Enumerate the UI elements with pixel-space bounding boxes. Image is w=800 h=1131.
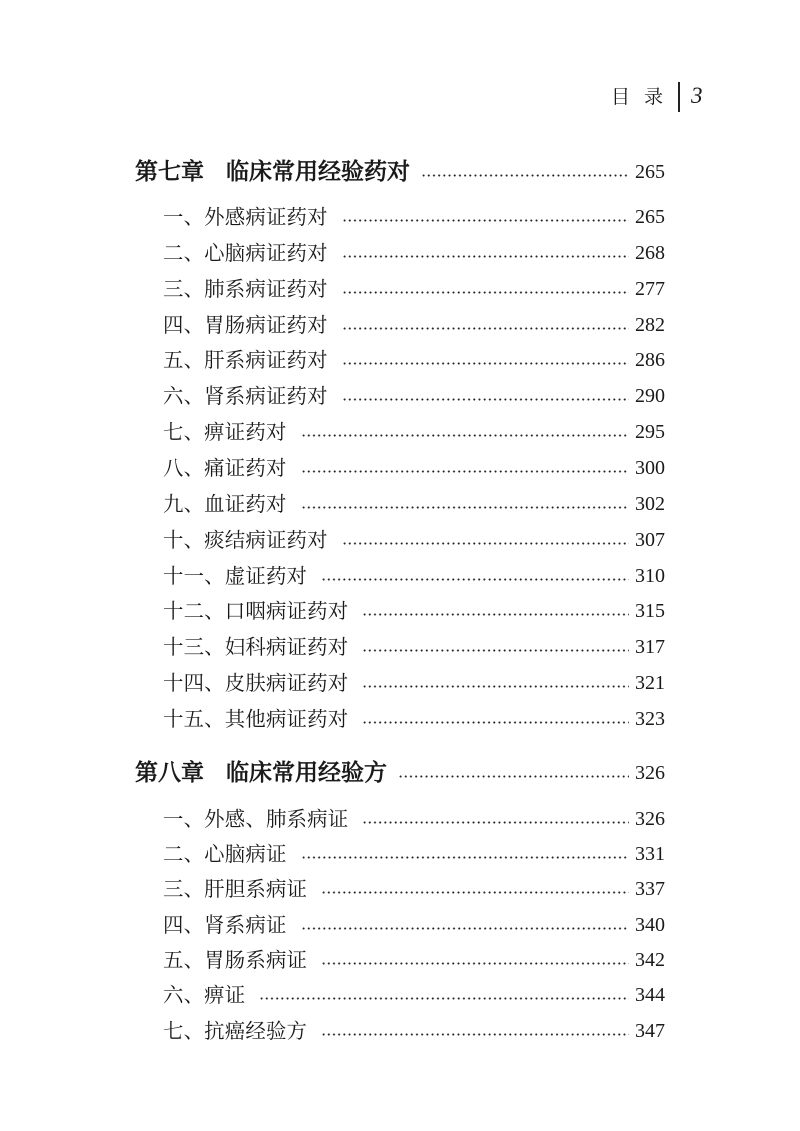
- toc-entry-title: 三、肺系病证药对: [163, 276, 328, 301]
- toc-entry-title: 十四、皮肤病证药对: [163, 671, 349, 696]
- header-divider: [678, 82, 680, 112]
- toc-entry-title: 十、痰结病证药对: [163, 527, 328, 552]
- chapter-heading: [135, 152, 665, 192]
- toc-entry-title: 十一、虚证药对: [163, 563, 308, 588]
- toc-entry-page: 282: [635, 313, 665, 336]
- chapter-title: 临床常用经验药对: [226, 158, 410, 185]
- toc-entry-page: 340: [635, 913, 665, 936]
- toc-entry-title: 五、肝系病证药对: [163, 348, 328, 373]
- toc-entry-title: 七、痹证药对: [163, 420, 287, 445]
- chapter-page: 326: [635, 762, 665, 784]
- toc-entry: [135, 872, 665, 907]
- toc-entry-page: 323: [635, 707, 665, 730]
- toc-entry: [135, 942, 665, 977]
- toc-entry-page: 300: [635, 456, 665, 479]
- running-header-title: 目 录: [611, 86, 665, 108]
- toc-entry: [135, 558, 665, 594]
- dot-leader: [362, 821, 629, 824]
- toc-entry-page: 331: [635, 842, 665, 865]
- toc-entry-title: 六、肾系病证药对: [163, 384, 328, 409]
- toc-entry-page: 344: [635, 984, 665, 1007]
- dot-leader: [342, 398, 629, 401]
- dot-leader: [342, 291, 629, 294]
- dot-leader: [362, 649, 629, 652]
- toc-entry-title: 六、痹证: [163, 983, 246, 1008]
- toc-entry-title: 三、肝胆系病证: [163, 877, 308, 902]
- toc-entry: [135, 378, 665, 414]
- dot-leader: [342, 255, 629, 258]
- dot-leader: [362, 613, 629, 616]
- toc-entry: [135, 199, 665, 235]
- dot-leader: [362, 721, 629, 724]
- toc-entry-page: 302: [635, 492, 665, 515]
- dot-leader: [342, 219, 629, 222]
- dot-leader: [321, 891, 629, 894]
- toc-entry: [135, 307, 665, 343]
- dot-leader: [321, 1033, 629, 1036]
- toc-entry-title: 十五、其他病证药对: [163, 706, 349, 731]
- toc-entry-list: [135, 801, 665, 1048]
- dot-leader: [301, 506, 629, 509]
- toc-entry-title: 八、痛证药对: [163, 455, 287, 480]
- toc-entry: [135, 836, 665, 871]
- chapter-number: 第八章: [135, 759, 204, 786]
- toc-entry: [135, 450, 665, 486]
- chapter-page: 265: [635, 161, 665, 183]
- dot-leader: [259, 997, 629, 1000]
- toc-entry-title: 一、外感、肺系病证: [163, 806, 349, 831]
- toc-entry-title: 二、心脑病证: [163, 841, 287, 866]
- toc-entry-page: 342: [635, 948, 665, 971]
- toc-entry-page: 268: [635, 241, 665, 264]
- dot-leader: [421, 174, 629, 177]
- toc-entry: [135, 1013, 665, 1048]
- toc-entry-title: 一、外感病证药对: [163, 204, 328, 229]
- toc-entry: [135, 701, 665, 737]
- chapter-number: 第七章: [135, 158, 204, 185]
- toc-entry: [135, 342, 665, 378]
- toc-entry: [135, 629, 665, 665]
- toc-entry-title: 二、心脑病证药对: [163, 240, 328, 265]
- toc-entry-page: 290: [635, 385, 665, 408]
- page-number: 3: [691, 83, 703, 108]
- dot-leader: [362, 685, 629, 688]
- toc-entry: [135, 907, 665, 942]
- toc-entry-page: 286: [635, 349, 665, 372]
- toc-entry: [135, 978, 665, 1013]
- toc-entry: [135, 486, 665, 522]
- chapter-heading: [135, 753, 665, 793]
- toc-entry-page: 326: [635, 807, 665, 830]
- toc-entry: [135, 665, 665, 701]
- toc-entry-title: 四、肾系病证: [163, 912, 287, 937]
- toc-entry-title: 十三、妇科病证药对: [163, 635, 349, 660]
- dot-leader: [301, 856, 629, 859]
- toc-entry: [135, 522, 665, 558]
- dot-leader: [321, 578, 629, 581]
- dot-leader: [342, 327, 629, 330]
- toc-entry-page: 310: [635, 564, 665, 587]
- toc-entry-title: 九、血证药对: [163, 491, 287, 516]
- toc-entry: [135, 235, 665, 271]
- toc-entry-page: 315: [635, 600, 665, 623]
- toc-entry-list: [135, 199, 665, 737]
- toc-entry-page: 295: [635, 421, 665, 444]
- toc-entry: [135, 801, 665, 836]
- toc-entry-page: 347: [635, 1019, 665, 1042]
- toc-entry: [135, 593, 665, 629]
- chapter-title: 临床常用经验方: [226, 759, 387, 786]
- toc-entry-page: 307: [635, 528, 665, 551]
- toc-entry-page: 337: [635, 878, 665, 901]
- dot-leader: [321, 962, 629, 965]
- dot-leader: [398, 775, 629, 778]
- toc-entry-title: 七、抗癌经验方: [163, 1018, 308, 1043]
- toc-entry: [135, 414, 665, 450]
- toc-chapter-7: [135, 152, 665, 737]
- toc-entry-page: 321: [635, 672, 665, 695]
- dot-leader: [342, 542, 629, 545]
- toc-chapter-8: [135, 753, 665, 1048]
- dot-leader: [301, 434, 629, 437]
- toc-entry-title: 五、胃肠系病证: [163, 947, 308, 972]
- toc-entry-page: 317: [635, 636, 665, 659]
- dot-leader: [342, 362, 629, 365]
- dot-leader: [301, 470, 629, 473]
- dot-leader: [301, 927, 629, 930]
- toc-entry-title: 十二、口咽病证药对: [163, 599, 349, 624]
- toc-entry: [135, 271, 665, 307]
- toc-entry-title: 四、胃肠病证药对: [163, 312, 328, 337]
- toc-entry-page: 265: [635, 205, 665, 228]
- toc-entry-page: 277: [635, 277, 665, 300]
